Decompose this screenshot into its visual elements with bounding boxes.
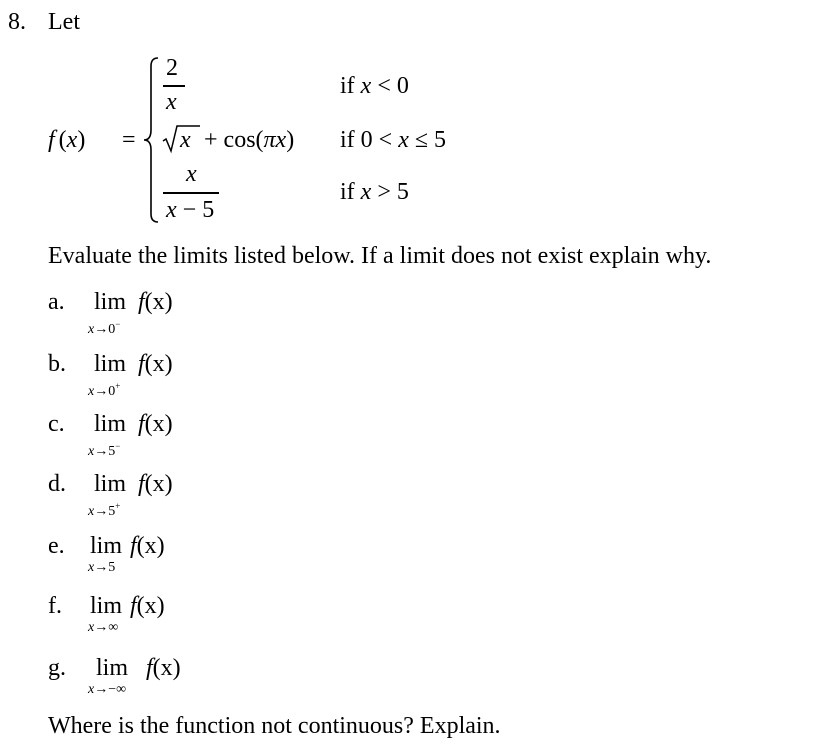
limit-label: e.	[48, 533, 65, 559]
case3-denom-rest: − 5	[182, 197, 215, 223]
limit-sub-arrow: →∞	[94, 620, 119, 635]
limit-lim: lim	[96, 655, 129, 681]
limit-sub-sup: +	[115, 501, 121, 511]
limit-sub-arrow: →5	[94, 444, 116, 459]
limit-func-arg: (x)	[144, 351, 173, 377]
limit-subscript	[88, 560, 115, 576]
limit-func-name: f	[130, 593, 137, 619]
case3-condition	[340, 178, 409, 206]
limit-func-name: f	[138, 411, 145, 437]
limit-sub-arrow: →0	[94, 322, 116, 337]
limit-func-arg: (x)	[144, 411, 173, 437]
limit-sub-arrow: →5	[94, 504, 116, 519]
limit-sub-var: x	[88, 620, 95, 635]
case3-denom-var: x	[166, 197, 177, 223]
case1-cond-var: x	[360, 73, 372, 99]
limit-sub-var: x	[88, 384, 95, 399]
limit-subscript	[88, 682, 126, 698]
limit-sub-arrow: →0	[94, 384, 116, 399]
limit-func-arg: (x)	[136, 533, 165, 559]
limit-sub-arrow: →−∞	[94, 682, 127, 697]
limit-func-arg: (x)	[144, 289, 173, 315]
limit-lim: lim	[94, 351, 127, 377]
limit-sub-var: x	[88, 682, 95, 697]
case2-if: if	[340, 127, 355, 153]
limit-function	[138, 350, 173, 378]
case3-cond-rest: > 5	[377, 179, 409, 205]
case2-cond-rest: ≤ 5	[414, 127, 447, 153]
limit-func-arg: (x)	[144, 471, 173, 497]
limit-sub-arrow: →5	[94, 560, 116, 575]
case1-cond-rest: < 0	[377, 73, 409, 99]
case1-denominator: x	[166, 89, 177, 115]
limit-lim: lim	[90, 533, 123, 559]
limit-sub-var: x	[88, 322, 95, 337]
limit-subscript	[88, 316, 120, 338]
case2-cond-var: x	[398, 127, 409, 153]
limit-function	[138, 410, 173, 438]
limit-function	[130, 532, 165, 560]
case3-cond-var: x	[360, 179, 372, 205]
limit-lim: lim	[90, 593, 123, 619]
case2-condition	[340, 126, 446, 154]
instruction-text: Evaluate the limits listed below. If a limit does not exist explain why.	[48, 243, 712, 269]
case2-cond-lhs: 0 <	[360, 127, 393, 153]
limit-func-name: f	[130, 533, 137, 559]
lhs-open-paren: (	[58, 127, 67, 153]
case2-pi-x: πx	[263, 127, 287, 153]
limit-label: c.	[48, 411, 65, 437]
limit-function	[138, 288, 173, 316]
function-name: f	[48, 127, 55, 153]
limit-subscript	[88, 378, 120, 400]
case2-close-paren: )	[286, 127, 295, 153]
limit-func-name: f	[146, 655, 153, 681]
limit-label: d.	[48, 471, 66, 497]
limit-label: b.	[48, 351, 66, 377]
limit-sub-var: x	[88, 504, 95, 519]
limit-sub-var: x	[88, 560, 95, 575]
limit-func-name: f	[138, 289, 145, 315]
case1-condition	[340, 72, 409, 100]
case3-numerator: x	[186, 161, 197, 187]
limit-function	[138, 470, 173, 498]
limit-lim: lim	[94, 471, 127, 497]
limit-sub-sup: −	[115, 319, 121, 329]
limit-function	[146, 654, 181, 682]
limit-sub-sup: +	[115, 381, 121, 391]
equals-sign: =	[122, 127, 136, 153]
case2-expression	[204, 126, 294, 154]
case2-plus-cos: + cos(	[204, 127, 264, 153]
case3-denominator	[166, 196, 214, 224]
problem-number: 8.	[8, 9, 26, 35]
limit-func-name: f	[138, 351, 145, 377]
limit-subscript	[88, 620, 118, 636]
case1-fraction-bar	[163, 85, 185, 87]
limit-label: g.	[48, 655, 66, 681]
limit-label: a.	[48, 289, 65, 315]
limit-subscript	[88, 498, 120, 520]
limit-func-arg: (x)	[136, 593, 165, 619]
case3-fraction-bar	[163, 192, 219, 194]
limit-lim: lim	[94, 289, 127, 315]
limit-label: f.	[48, 593, 62, 619]
limit-function	[130, 592, 165, 620]
limit-lim: lim	[94, 411, 127, 437]
closing-question: Where is the function not continuous? Explain.	[48, 713, 501, 739]
limit-sub-var: x	[88, 444, 95, 459]
limit-func-name: f	[138, 471, 145, 497]
limit-sub-sup: −	[115, 441, 121, 451]
function-lhs	[48, 126, 85, 154]
case1-numerator: 2	[166, 55, 178, 81]
lhs-close-paren: )	[77, 127, 86, 153]
left-brace-icon	[142, 56, 160, 224]
problem-intro: Let	[48, 9, 80, 35]
limit-subscript	[88, 438, 120, 460]
lhs-variable: x	[66, 127, 78, 153]
case1-if: if	[340, 73, 355, 99]
case3-if: if	[340, 179, 355, 205]
case2-sqrt-var: x	[180, 127, 191, 153]
limit-func-arg: (x)	[152, 655, 181, 681]
